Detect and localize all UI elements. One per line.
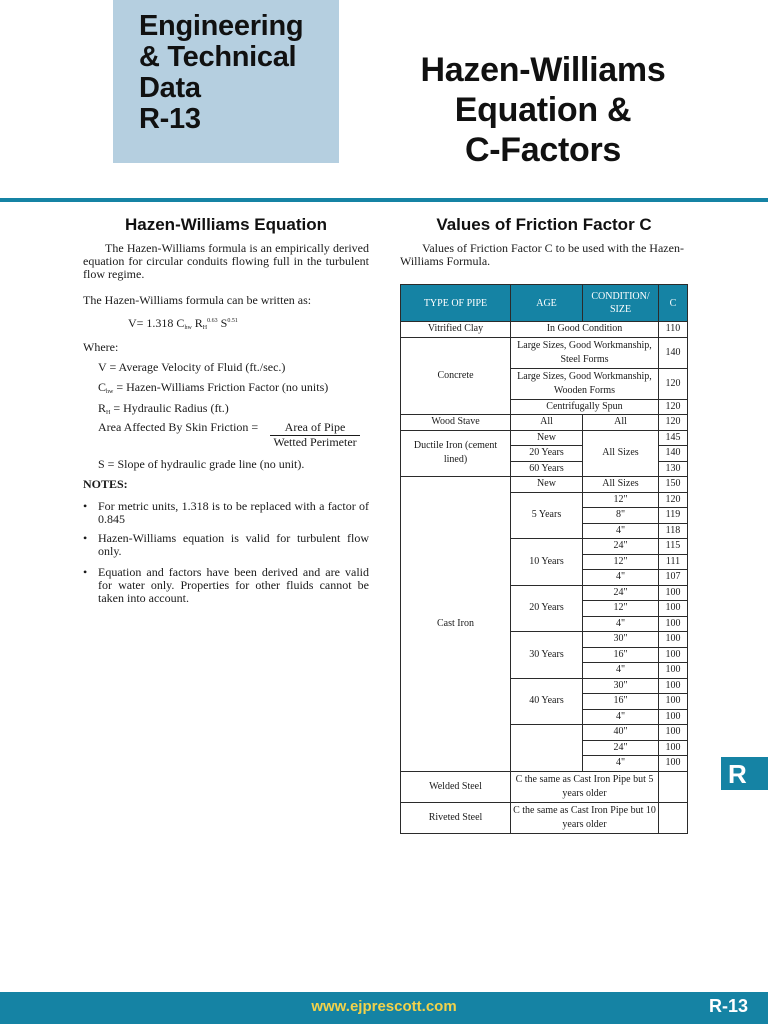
bullet-icon: • <box>83 499 88 513</box>
size-cell: 4" <box>583 570 659 586</box>
c-value-cell: 100 <box>659 647 688 663</box>
header-condition-size: CONDITION/ SIZE <box>583 285 659 322</box>
c-value-cell: 100 <box>659 663 688 679</box>
condition-cell: Large Sizes, Good Workmanship, Steel Forms <box>511 337 659 368</box>
formula-exp-radius: 0.63 <box>207 318 218 324</box>
c-value-cell: 100 <box>659 725 688 741</box>
condition-cell: Large Sizes, Good Workmanship, Wooden Forms <box>511 368 659 399</box>
def-slope: S = Slope of hydraulic grade line (no unit). <box>98 457 305 471</box>
friction-factor-table <box>400 284 688 834</box>
page-title-line: C-Factors <box>465 131 621 169</box>
c-value-cell: 150 <box>659 477 688 493</box>
formula-sub-h: H <box>202 325 208 331</box>
def-r-subscript: H <box>106 410 111 416</box>
header-age: AGE <box>511 285 583 322</box>
where-label: Where: <box>83 340 119 354</box>
pipe-type-cell: Ductile Iron (cement lined) <box>401 430 511 477</box>
page-title-line: Equation & <box>454 91 632 129</box>
header-type-of-pipe: TYPE OF PIPE <box>401 285 511 322</box>
page-title <box>370 50 716 170</box>
c-value-cell: 100 <box>659 585 688 601</box>
c-value-cell: 100 <box>659 632 688 648</box>
bullet-icon: • <box>83 531 88 545</box>
size-cell: 12" <box>583 492 659 508</box>
note-text: Equation and factors have been derived and are valid for water only. Properties for other fluids cannot be taken into account. <box>98 565 369 605</box>
c-value-cell: 111 <box>659 554 688 570</box>
section-header-line: Data <box>139 72 201 104</box>
age-cell: 20 Years <box>511 585 583 632</box>
equation-intro: The Hazen-Williams formula is an empirically derived equation for circular conduits flowing full in the turbulent flow regime. <box>83 241 369 281</box>
footer-page-number: R-13 <box>708 996 748 1016</box>
c-value-cell: 130 <box>659 461 688 477</box>
c-value-cell: 118 <box>659 523 688 539</box>
c-value-cell: 100 <box>659 756 688 772</box>
note-item <box>83 500 369 526</box>
pipe-type-cell: Welded Steel <box>401 771 511 802</box>
def-area-denominator: Wetted Perimeter <box>273 435 357 449</box>
c-value-cell: 140 <box>659 446 688 462</box>
table-row <box>401 337 688 368</box>
c-value-cell: 115 <box>659 539 688 555</box>
def-r-text: = Hydraulic Radius (ft.) <box>110 401 229 415</box>
age-cell: New <box>511 430 583 446</box>
formula-sub-hw: hw <box>184 325 192 331</box>
section-tab-label: R <box>728 759 747 789</box>
def-r-symbol: R <box>98 401 107 415</box>
age-cell: 60 Years <box>511 461 583 477</box>
def-velocity: V = Average Velocity of Fluid (ft./sec.) <box>98 360 286 374</box>
table-row <box>401 430 688 446</box>
size-cell: 16" <box>583 694 659 710</box>
size-cell: All Sizes <box>583 430 659 477</box>
table-header-row <box>401 285 688 322</box>
section-header-line: R-13 <box>139 103 201 135</box>
c-value-cell-empty <box>659 802 688 833</box>
hazen-williams-formula <box>128 315 238 335</box>
c-value-cell: 100 <box>659 694 688 710</box>
friction-factor-heading: Values of Friction Factor C <box>436 215 652 234</box>
age-cell: New <box>511 477 583 493</box>
age-cell: All <box>511 415 583 431</box>
section-tab <box>721 757 768 790</box>
formula-radius: R <box>191 316 203 330</box>
age-cell: 30 Years <box>511 632 583 679</box>
pipe-type-cell: Concrete <box>401 337 511 415</box>
c-value-cell: 120 <box>659 368 688 399</box>
size-cell: 16" <box>583 647 659 663</box>
age-cell: 10 Years <box>511 539 583 586</box>
table-row <box>401 802 688 833</box>
size-cell: 8" <box>583 508 659 524</box>
pipe-type-cell: Vitrified Clay <box>401 322 511 338</box>
section-header-line: Engineering <box>139 10 304 42</box>
table-row <box>401 322 688 338</box>
size-cell: 12" <box>583 554 659 570</box>
c-value-cell: 100 <box>659 740 688 756</box>
c-value-cell: 145 <box>659 430 688 446</box>
c-value-cell: 100 <box>659 678 688 694</box>
formula-exp-slope: 0.51 <box>227 318 238 324</box>
equation-heading: Hazen-Williams Equation <box>125 215 327 234</box>
c-value-cell: 100 <box>659 616 688 632</box>
footer-bar <box>0 992 768 1024</box>
note-item <box>83 566 369 605</box>
formula-slope: S <box>217 316 228 330</box>
def-hydraulic-radius <box>98 402 229 420</box>
condition-cell: Centrifugally Spun <box>511 399 659 415</box>
c-value-cell: 100 <box>659 601 688 617</box>
note-text: For metric units, 1.318 is to be replaced with a factor of 0.845 <box>98 499 369 526</box>
header-c: C <box>659 285 688 322</box>
c-value-cell: 140 <box>659 337 688 368</box>
size-cell: 30" <box>583 678 659 694</box>
table-row <box>401 477 688 493</box>
footer-website-link[interactable]: www.ejprescott.com <box>311 998 457 1015</box>
pipe-type-cell: Cast Iron <box>401 477 511 772</box>
condition-cell: C the same as Cast Iron Pipe but 10 years older <box>511 802 659 833</box>
note-item <box>83 532 369 558</box>
table-row <box>401 771 688 802</box>
formula-lead: The Hazen-Williams formula can be written as: <box>83 293 312 307</box>
size-cell: 24" <box>583 740 659 756</box>
header-divider <box>0 198 768 202</box>
c-value-cell: 119 <box>659 508 688 524</box>
def-friction-factor <box>98 381 328 399</box>
bullet-icon: • <box>83 565 88 579</box>
condition-cell: In Good Condition <box>511 322 659 338</box>
note-text: Hazen-Williams equation is valid for turbulent flow only. <box>98 531 369 558</box>
c-value-cell: 120 <box>659 399 688 415</box>
section-header-line: & Technical <box>139 41 297 73</box>
age-cell: 5 Years <box>511 492 583 539</box>
c-value-cell-empty <box>659 771 688 802</box>
c-value-cell: 120 <box>659 415 688 431</box>
friction-factor-intro: Values of Friction Factor C to be used with the Hazen-Williams Formula. <box>400 241 684 268</box>
size-cell: 12" <box>583 601 659 617</box>
size-cell: 4" <box>583 756 659 772</box>
c-value-cell: 110 <box>659 322 688 338</box>
def-area-label: Area Affected By Skin Friction = <box>98 420 259 434</box>
pipe-type-cell: Riveted Steel <box>401 802 511 833</box>
def-c-symbol: C <box>98 380 107 394</box>
def-c-subscript: hw <box>106 389 114 395</box>
size-cell: 24" <box>583 539 659 555</box>
def-c-text: = Hazen-Williams Friction Factor (no units) <box>113 380 329 394</box>
condition-cell: C the same as Cast Iron Pipe but 5 years older <box>511 771 659 802</box>
table-row <box>401 415 688 431</box>
c-value-cell: 120 <box>659 492 688 508</box>
size-cell: 4" <box>583 616 659 632</box>
section-header-box <box>113 0 339 163</box>
size-cell: All <box>583 415 659 431</box>
notes-heading: NOTES: <box>83 477 128 491</box>
size-cell: All Sizes <box>583 477 659 493</box>
size-cell: 24" <box>583 585 659 601</box>
size-cell: 4" <box>583 663 659 679</box>
c-value-cell: 107 <box>659 570 688 586</box>
size-cell: 30" <box>583 632 659 648</box>
size-cell: 4" <box>583 523 659 539</box>
age-cell: 40 Years <box>511 678 583 725</box>
size-cell: 4" <box>583 709 659 725</box>
age-cell-empty <box>511 725 583 772</box>
age-cell: 20 Years <box>511 446 583 462</box>
page-title-line: Hazen-Williams <box>420 51 666 89</box>
size-cell: 40" <box>583 725 659 741</box>
def-area-numerator: Area of Pipe <box>270 421 360 436</box>
c-value-cell: 100 <box>659 709 688 725</box>
pipe-type-cell: Wood Stave <box>401 415 511 431</box>
formula-velocity-coefficient: V= 1.318 C <box>128 316 185 330</box>
